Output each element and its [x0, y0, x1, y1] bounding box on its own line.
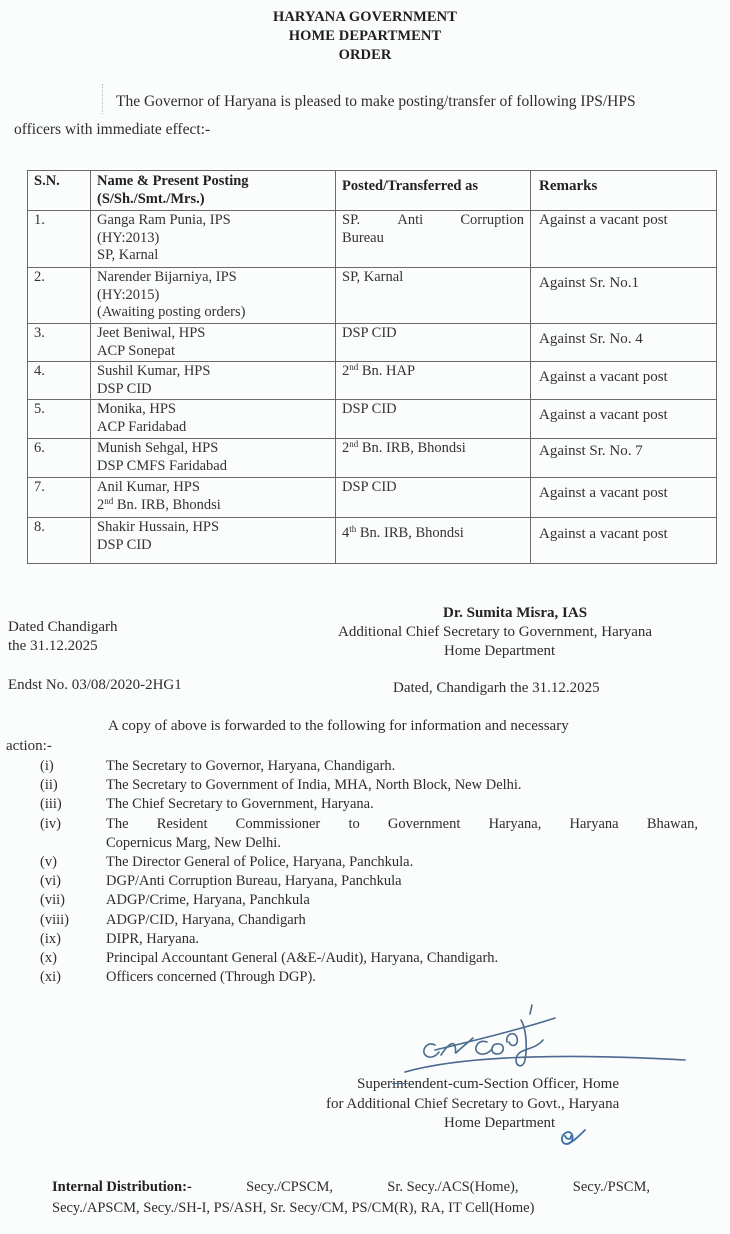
cell-posted: SP, Karnal [336, 268, 531, 324]
list-item [40, 815, 698, 853]
distribution-line-2: Secy./APSCM, Secy./SH-I, PS/ASH, Sr. Secy/CM, PS/CM(R), RA, IT Cell(Home) [52, 1200, 535, 1216]
col-header-name-line1: Name & Present Posting [97, 173, 249, 189]
list-number: (vi) [40, 873, 61, 890]
cell-posted [336, 211, 531, 268]
table-row [28, 518, 717, 564]
intro-line-2: officers with immediate effect:- [14, 121, 211, 138]
distribution-item: Secy./CPSCM, [246, 1179, 333, 1195]
present-posting: DSP CID [97, 380, 152, 397]
col-header-remarks: Remarks [531, 171, 717, 211]
cell-sn: 2. [28, 268, 91, 324]
officer-batch: (HY:2015) [97, 286, 160, 303]
present-posting: ACP Sonepat [97, 342, 176, 359]
list-text: The Secretary to Governor, Haryana, Chandigarh. [106, 758, 396, 774]
posted-line-1 [342, 212, 524, 230]
signatory-title: Additional Chief Secretary to Government, Haryana [338, 624, 653, 640]
distribution-item: Secy./PSCM, [572, 1179, 650, 1195]
posted-unit: Bn. HAP [358, 363, 416, 379]
present-posting: SP, Karnal [97, 247, 159, 263]
cell-name [91, 268, 336, 324]
list-text: DGP/Anti Corruption Bureau, Haryana, Panchkula [106, 873, 402, 890]
word: Bhawan, [646, 815, 698, 832]
distribution-label: Internal Distribution:- [52, 1179, 192, 1195]
list-item [40, 911, 698, 930]
list-item [40, 968, 698, 987]
list-text: The Director General of Police, Haryana, Panchkula. [106, 854, 414, 871]
cell-sn: 4. [28, 362, 91, 400]
handwritten-signature-icon [395, 1000, 695, 1080]
dated-date: the 31.12.2025 [8, 638, 98, 654]
cell-name [91, 478, 336, 518]
cell-remarks: Against Sr. No. 4 [531, 324, 717, 362]
list-number: (x) [40, 950, 57, 967]
cell-name [91, 324, 336, 362]
list-text: ADGP/CID, Haryana, Chandigarh [106, 911, 306, 928]
posted-word: SP. [342, 212, 361, 228]
margin-mark [102, 84, 104, 114]
present-posting: DSP CID [97, 536, 152, 553]
list-item [40, 853, 698, 872]
list-text-line-2: Copernicus Marg, New Delhi. [106, 834, 281, 851]
list-text [106, 815, 698, 853]
dated-place: Dated Chandigarh [8, 619, 118, 635]
col-header-posted: Posted/Transferred as [336, 171, 531, 211]
list-text: Officers concerned (Through DGP). [106, 969, 316, 986]
list-number: (xi) [40, 969, 61, 986]
list-number: (v) [40, 854, 57, 871]
ordinal-suffix: nd [104, 495, 114, 506]
posted-ordinal: 2 [342, 363, 350, 379]
list-number: (iii) [40, 796, 62, 813]
cell-name [91, 400, 336, 439]
posting-ordinal: 2 [97, 496, 105, 513]
officer-batch: (HY:2013) [97, 229, 160, 246]
cell-name [91, 518, 336, 564]
table-row [28, 211, 717, 268]
cell-sn: 8. [28, 518, 91, 564]
cell-posted: DSP CID [336, 478, 531, 518]
cell-remarks: Against a vacant post [531, 362, 717, 400]
officer-name: Ganga Ram Punia, IPS [97, 212, 231, 228]
table-row [28, 362, 717, 400]
cell-name [91, 439, 336, 478]
posted-ordinal: 4 [342, 525, 350, 541]
second-signatory-line-2: for Additional Chief Secretary to Govt., Haryana [326, 1096, 620, 1112]
cell-name [91, 362, 336, 400]
posting-table [27, 170, 717, 564]
cell-sn: 1. [28, 211, 91, 268]
header-order: ORDER [338, 47, 392, 63]
word: The [106, 815, 129, 832]
cell-posted: DSP CID [336, 400, 531, 439]
cell-name [91, 211, 336, 268]
second-signatory-line-1 [357, 1076, 619, 1093]
endorsement-date: Dated, Chandigarh the 31.12.2025 [393, 680, 600, 696]
list-number: (iv) [40, 815, 61, 832]
cell-remarks: Against a vacant post [531, 518, 717, 564]
ordinal-suffix: th [349, 524, 357, 534]
table-header-row [28, 171, 717, 211]
copy-to-list [40, 757, 698, 987]
cell-remarks: Against a vacant post [531, 400, 717, 439]
second-signatory-line-3: Home Department [444, 1115, 556, 1131]
officer-name: Anil Kumar, HPS [97, 479, 200, 495]
list-item [40, 757, 698, 776]
col-header-name [91, 171, 336, 211]
list-text: The Secretary to Government of India, MHA, North Block, New Delhi. [106, 777, 522, 794]
cell-sn: 7. [28, 478, 91, 518]
table-row [28, 400, 717, 439]
officer-name: Jeet Beniwal, HPS [97, 325, 206, 341]
list-number: (vii) [40, 892, 65, 909]
list-item [40, 776, 698, 795]
posted-unit: Bn. IRB, Bhondsi [358, 440, 466, 456]
list-text-line-1 [106, 815, 698, 834]
cell-remarks: Against a vacant post [531, 478, 717, 518]
struck-text: int [392, 1076, 408, 1092]
forward-line-2: action:- [6, 738, 52, 754]
posted-ordinal: 2 [342, 440, 350, 456]
list-number: (i) [40, 758, 54, 774]
officer-name: Narender Bijarniya, IPS [97, 269, 237, 285]
distribution-line-1 [52, 1177, 650, 1198]
word: Haryana [569, 815, 619, 832]
cell-posted [336, 439, 531, 478]
present-posting: ACP Faridabad [97, 418, 187, 435]
word: to [348, 815, 360, 832]
cell-posted [336, 362, 531, 400]
posted-word: Anti [397, 212, 424, 228]
header-department: HOME DEPARTMENT [288, 28, 442, 44]
list-number: (ii) [40, 777, 58, 794]
initials-mark-icon [555, 1126, 591, 1150]
present-posting: DSP CMFS Faridabad [97, 457, 227, 474]
table-row [28, 478, 717, 518]
cell-remarks: Against a vacant post [531, 211, 717, 268]
list-text: DIPR, Haryana. [106, 930, 200, 947]
distribution-item: Sr. Secy./ACS(Home), [387, 1179, 519, 1195]
signatory-department: Home Department [444, 643, 556, 659]
ordinal-suffix: nd [349, 362, 359, 372]
list-item [40, 930, 698, 949]
cell-posted [336, 518, 531, 564]
word: Resident [156, 815, 208, 832]
present-posting: (Awaiting posting orders) [97, 304, 246, 320]
table-row [28, 439, 717, 478]
signatory-name: Dr. Sumita Misra, IAS [443, 605, 588, 621]
ordinal-suffix: nd [349, 439, 359, 449]
posted-line-2: Bureau [342, 229, 384, 246]
list-text: Principal Accountant General (A&E-/Audit), Haryana, Chandigarh. [106, 950, 499, 967]
word: Haryana, [488, 815, 542, 832]
posted-unit: Bn. IRB, Bhondsi [356, 525, 464, 541]
list-text: The Chief Secretary to Government, Haryana. [106, 796, 374, 813]
list-text: ADGP/Crime, Haryana, Panchkula [106, 892, 310, 909]
forward-line-1: A copy of above is forwarded to the following for information and necessary [108, 718, 569, 734]
text-fragment: Super [357, 1076, 392, 1092]
list-item [40, 872, 698, 891]
table-row [28, 324, 717, 362]
present-posting [97, 497, 329, 515]
posted-word: Corruption [460, 212, 524, 228]
list-item [40, 795, 698, 814]
list-number: (ix) [40, 930, 61, 947]
cell-sn: 6. [28, 439, 91, 478]
word: Government [387, 815, 461, 832]
word: Commissioner [235, 815, 321, 832]
cell-remarks: Against Sr. No. 7 [531, 439, 717, 478]
table-row [28, 268, 717, 324]
endorsement-number: Endst No. 03/08/2020-2HG1 [8, 677, 182, 693]
officer-name: Sushil Kumar, HPS [97, 363, 211, 379]
list-item [40, 949, 698, 968]
cell-remarks: Against Sr. No.1 [531, 268, 717, 324]
header-government: HARYANA GOVERNMENT [272, 9, 458, 25]
posting-unit: Bn. IRB, Bhondsi [113, 496, 221, 513]
internal-distribution [52, 1177, 650, 1219]
officer-name: Munish Sehgal, HPS [97, 440, 219, 456]
officer-name: Monika, HPS [97, 401, 176, 417]
text-fragment: endent-cum-Section Officer, Home [407, 1076, 619, 1092]
cell-sn: 5. [28, 400, 91, 439]
list-item [40, 891, 698, 910]
col-header-name-line2: (S/Sh./Smt./Mrs.) [97, 190, 205, 207]
cell-posted: DSP CID [336, 324, 531, 362]
cell-sn: 3. [28, 324, 91, 362]
col-header-sn: S.N. [28, 171, 91, 211]
officer-name: Shakir Hussain, HPS [97, 519, 220, 535]
list-number: (viii) [40, 911, 69, 928]
intro-line-1: The Governor of Haryana is pleased to make posting/transfer of following IPS/HPS [116, 93, 636, 110]
